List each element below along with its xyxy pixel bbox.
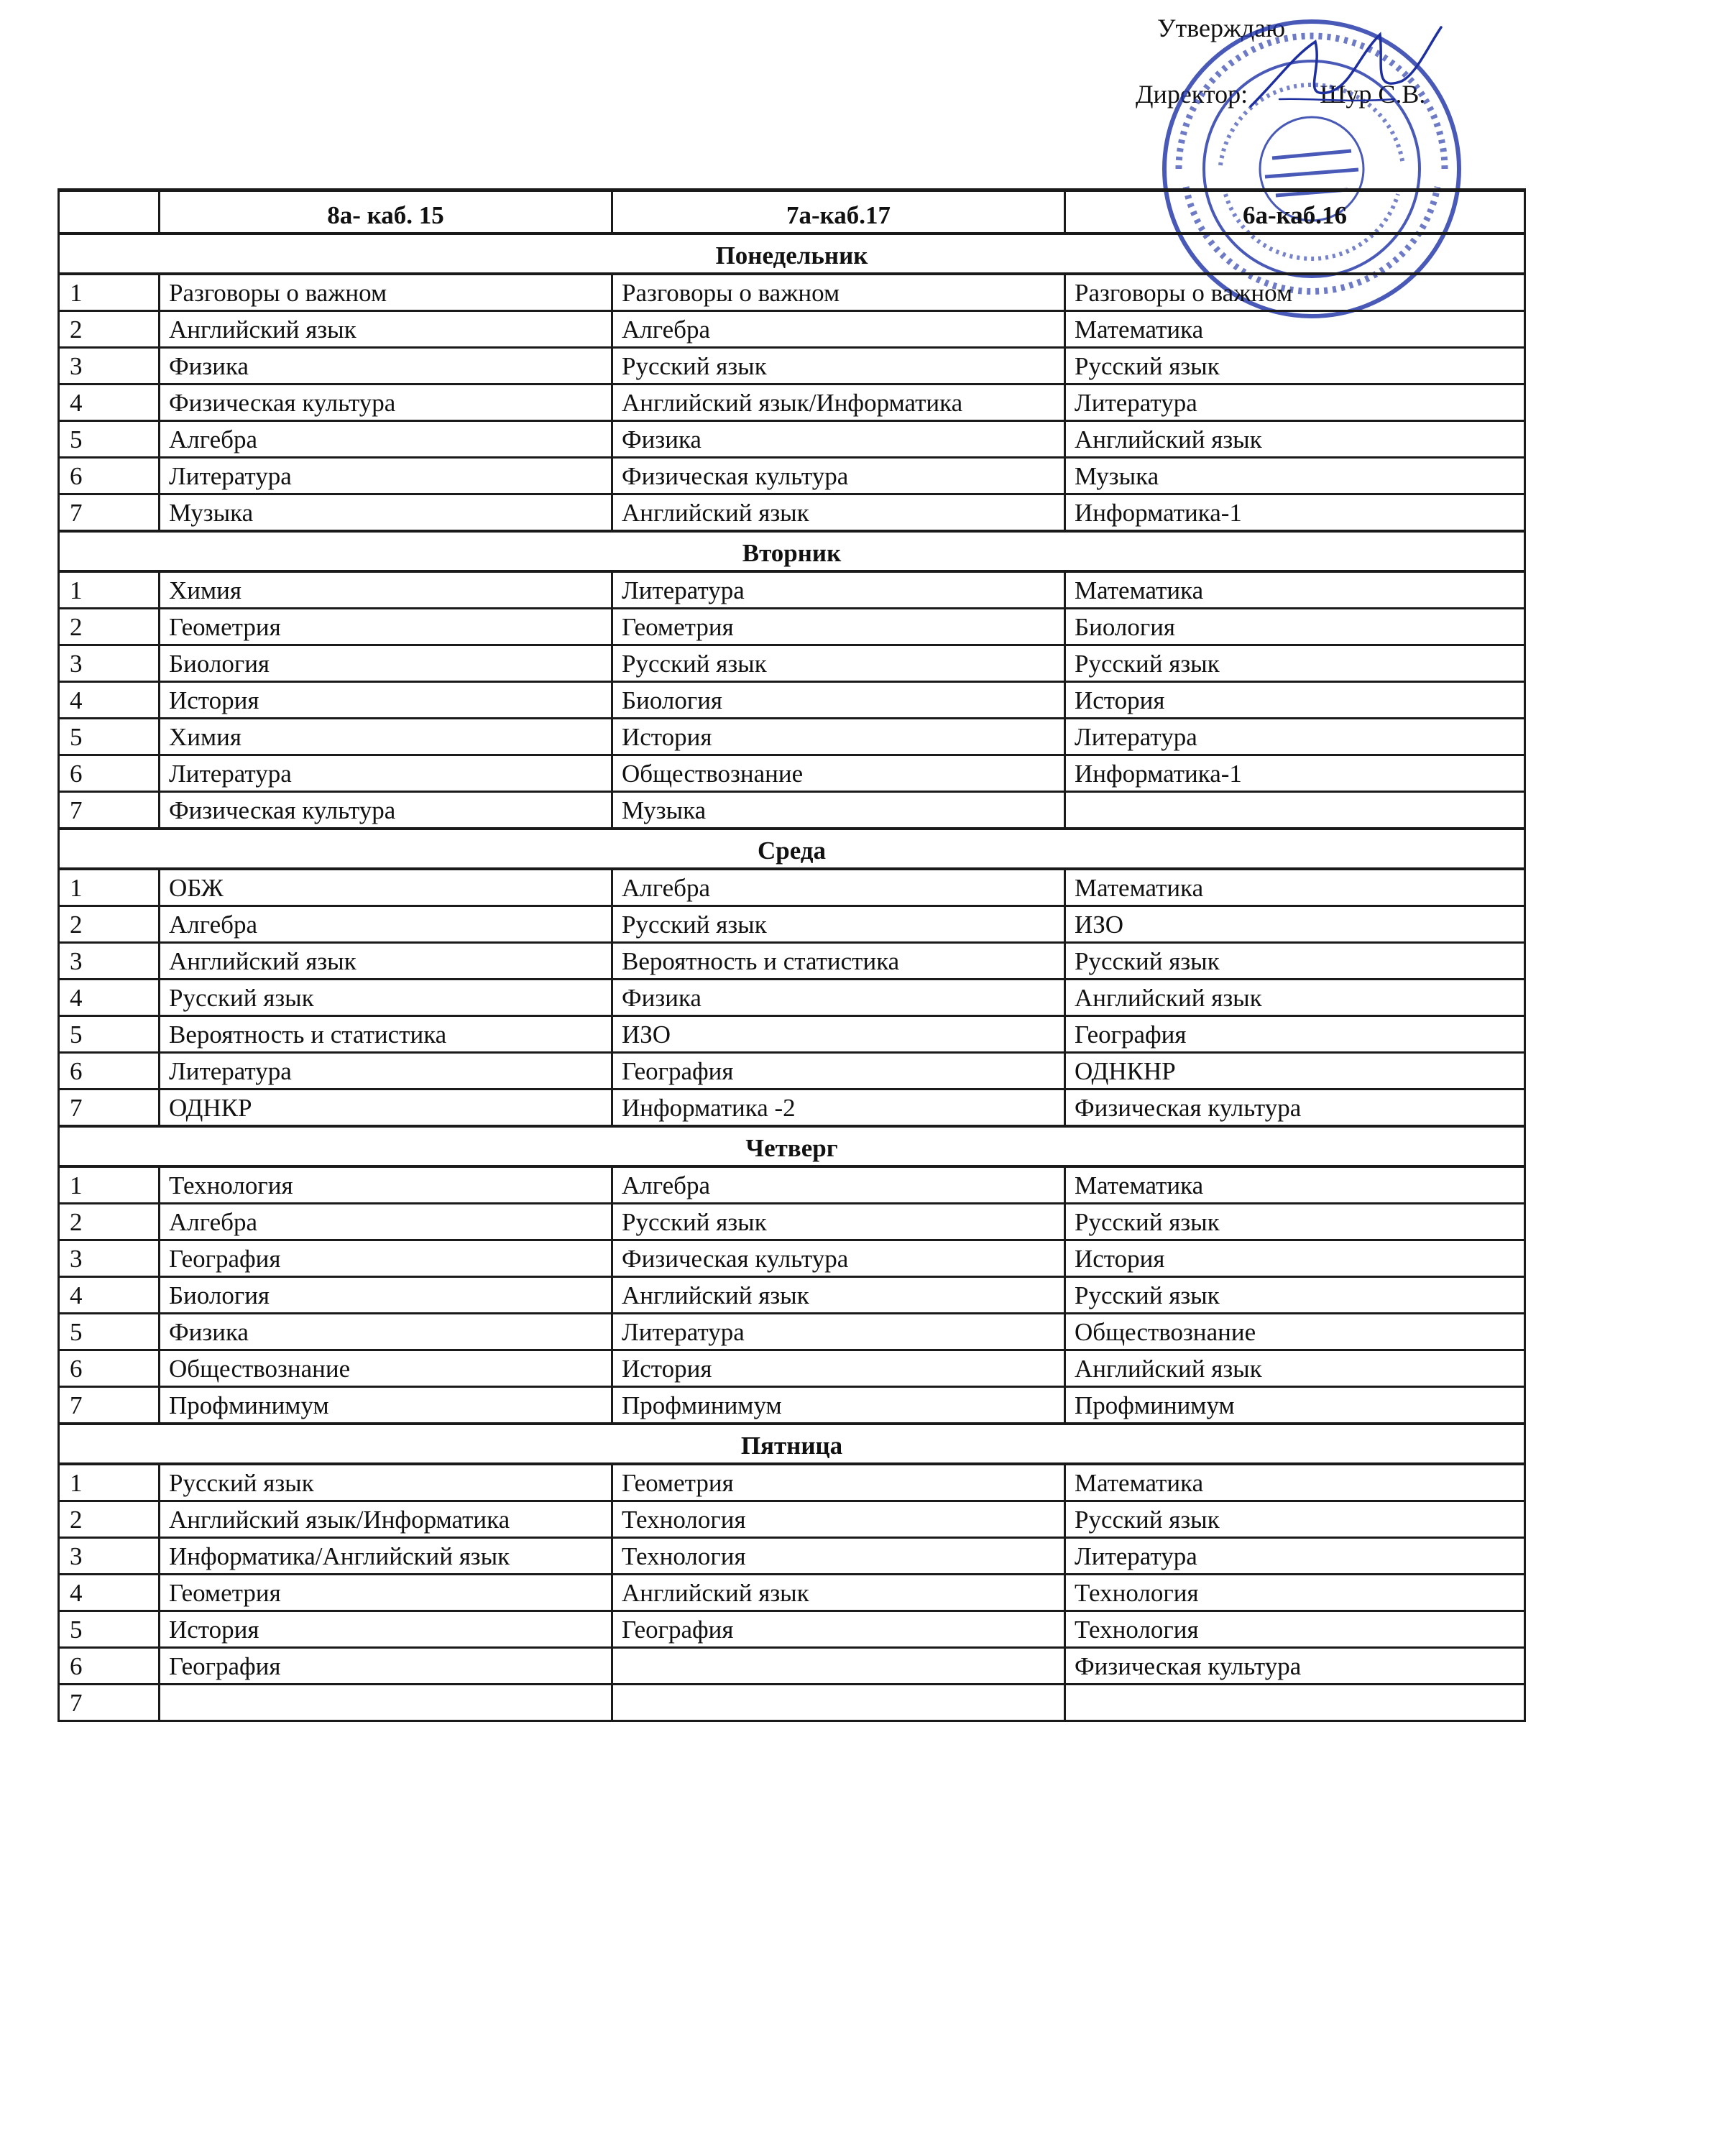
lesson-row (59, 1501, 1525, 1538)
subject-8a: Химия (160, 571, 612, 609)
lesson-number: 2 (59, 1501, 160, 1538)
subject-7a (612, 1648, 1065, 1685)
subject-6a: Технология (1065, 1575, 1525, 1611)
subject-8a: Профминимум (160, 1387, 612, 1424)
lesson-row (59, 274, 1525, 311)
subject-7a: Обществознание (612, 755, 1065, 792)
subject-7a: Алгебра (612, 869, 1065, 906)
header-cell-7a: 7а-каб.17 (612, 190, 1065, 234)
lesson-number: 1 (59, 869, 160, 906)
subject-6a: Разговоры о важном (1065, 274, 1525, 311)
lesson-row (59, 980, 1525, 1016)
subject-6a: Английский язык (1065, 421, 1525, 458)
subject-6a: Информатика-1 (1065, 494, 1525, 532)
subject-6a: Профминимум (1065, 1387, 1525, 1424)
lesson-row (59, 1538, 1525, 1575)
subject-8a: Физическая культура (160, 792, 612, 829)
subject-8a: Технология (160, 1166, 612, 1204)
subject-8a: ОБЖ (160, 869, 612, 906)
lesson-number: 3 (59, 1240, 160, 1277)
subject-6a: Биология (1065, 609, 1525, 645)
director-name: Шур С.В. (1320, 80, 1426, 109)
subject-7a: История (612, 719, 1065, 755)
lesson-row (59, 1016, 1525, 1053)
lesson-number: 4 (59, 682, 160, 719)
subject-8a: Физическая культура (160, 384, 612, 421)
day-header-row (59, 531, 1525, 571)
subject-7a: Английский язык/Информатика (612, 384, 1065, 421)
day-name: Четверг (59, 1126, 1525, 1166)
lesson-row (59, 906, 1525, 943)
lesson-row (59, 1685, 1525, 1721)
subject-6a: Русский язык (1065, 645, 1525, 682)
schedule-body (59, 234, 1525, 1721)
lesson-number: 3 (59, 645, 160, 682)
lesson-row (59, 1240, 1525, 1277)
subject-8a: История (160, 682, 612, 719)
subject-6a: Английский язык (1065, 1350, 1525, 1387)
subject-8a: Литература (160, 755, 612, 792)
lesson-number: 6 (59, 458, 160, 494)
lesson-row (59, 645, 1525, 682)
subject-6a: Физическая культура (1065, 1648, 1525, 1685)
subject-8a: Биология (160, 1277, 612, 1314)
lesson-row (59, 311, 1525, 348)
subject-7a: Физическая культура (612, 458, 1065, 494)
day-name: Понедельник (59, 234, 1525, 274)
subject-8a: Алгебра (160, 906, 612, 943)
lesson-row (59, 755, 1525, 792)
subject-7a: Русский язык (612, 1204, 1065, 1240)
subject-7a: Английский язык (612, 494, 1065, 532)
subject-6a: Математика (1065, 869, 1525, 906)
subject-6a: Русский язык (1065, 1501, 1525, 1538)
header-row (59, 190, 1525, 234)
subject-6a: Литература (1065, 719, 1525, 755)
subject-8a: Алгебра (160, 421, 612, 458)
header-cell-6a: 6а-каб.16 (1065, 190, 1525, 234)
lesson-row (59, 719, 1525, 755)
subject-7a: Информатика -2 (612, 1089, 1065, 1127)
lesson-row (59, 458, 1525, 494)
subject-8a: Русский язык (160, 980, 612, 1016)
subject-7a: ИЗО (612, 1016, 1065, 1053)
subject-8a: Биология (160, 645, 612, 682)
lesson-number: 4 (59, 1277, 160, 1314)
subject-6a: Физическая культура (1065, 1089, 1525, 1127)
subject-7a: Геометрия (612, 1464, 1065, 1501)
header-cell-8a: 8а- каб. 15 (160, 190, 612, 234)
subject-7a: Музыка (612, 792, 1065, 829)
subject-7a: География (612, 1053, 1065, 1089)
subject-7a: Русский язык (612, 348, 1065, 384)
subject-8a: Химия (160, 719, 612, 755)
subject-6a: Русский язык (1065, 1204, 1525, 1240)
lesson-row (59, 792, 1525, 829)
lesson-number: 4 (59, 980, 160, 1016)
subject-6a: Технология (1065, 1611, 1525, 1648)
subject-8a: История (160, 1611, 612, 1648)
subject-6a (1065, 1685, 1525, 1721)
lesson-number: 7 (59, 494, 160, 532)
subject-7a: Физическая культура (612, 1240, 1065, 1277)
subject-7a: Вероятность и статистика (612, 943, 1065, 980)
lesson-number: 4 (59, 384, 160, 421)
subject-8a: Физика (160, 1314, 612, 1350)
subject-6a: История (1065, 1240, 1525, 1277)
lesson-number: 7 (59, 1387, 160, 1424)
lesson-number: 2 (59, 1204, 160, 1240)
subject-7a: История (612, 1350, 1065, 1387)
subject-8a: Английский язык/Информатика (160, 1501, 612, 1538)
day-header-row (59, 1126, 1525, 1166)
lesson-row (59, 609, 1525, 645)
lesson-number: 6 (59, 1350, 160, 1387)
subject-8a: Литература (160, 1053, 612, 1089)
lesson-number: 1 (59, 1166, 160, 1204)
subject-7a: Технология (612, 1501, 1065, 1538)
subject-7a: Геометрия (612, 609, 1065, 645)
subject-6a: Русский язык (1065, 348, 1525, 384)
lesson-row (59, 1611, 1525, 1648)
lesson-row (59, 1089, 1525, 1127)
subject-8a: Информатика/Английский язык (160, 1538, 612, 1575)
lesson-row (59, 494, 1525, 532)
subject-6a: Русский язык (1065, 943, 1525, 980)
subject-7a: Разговоры о важном (612, 274, 1065, 311)
lesson-number: 3 (59, 943, 160, 980)
lesson-row (59, 1053, 1525, 1089)
lesson-number: 3 (59, 1538, 160, 1575)
lesson-row (59, 1204, 1525, 1240)
subject-6a: История (1065, 682, 1525, 719)
subject-6a: Математика (1065, 1464, 1525, 1501)
lesson-row (59, 1314, 1525, 1350)
lesson-number: 5 (59, 1611, 160, 1648)
subject-7a: Физика (612, 980, 1065, 1016)
lesson-number: 6 (59, 755, 160, 792)
day-name: Вторник (59, 531, 1525, 571)
subject-7a: Английский язык (612, 1575, 1065, 1611)
subject-6a: Английский язык (1065, 980, 1525, 1016)
subject-7a: Профминимум (612, 1387, 1065, 1424)
lesson-row (59, 869, 1525, 906)
subject-6a: Обществознание (1065, 1314, 1525, 1350)
subject-6a: Музыка (1065, 458, 1525, 494)
subject-7a: Русский язык (612, 906, 1065, 943)
subject-8a: Разговоры о важном (160, 274, 612, 311)
lesson-number: 5 (59, 1016, 160, 1053)
subject-8a: Геометрия (160, 609, 612, 645)
lesson-row (59, 384, 1525, 421)
subject-7a (612, 1685, 1065, 1721)
director-label: Директор: (1136, 80, 1248, 109)
lesson-row (59, 421, 1525, 458)
lesson-number: 1 (59, 571, 160, 609)
subject-6a: География (1065, 1016, 1525, 1053)
lesson-row (59, 1575, 1525, 1611)
subject-8a: Русский язык (160, 1464, 612, 1501)
subject-8a: Английский язык (160, 311, 612, 348)
approve-label: Утверждаю (1157, 14, 1286, 42)
subject-6a: Русский язык (1065, 1277, 1525, 1314)
subject-7a: География (612, 1611, 1065, 1648)
lesson-row (59, 682, 1525, 719)
subject-6a: Математика (1065, 1166, 1525, 1204)
lesson-number: 5 (59, 1314, 160, 1350)
subject-6a: ИЗО (1065, 906, 1525, 943)
lesson-number: 7 (59, 1685, 160, 1721)
subject-6a: Литература (1065, 384, 1525, 421)
subject-8a: Английский язык (160, 943, 612, 980)
lesson-row (59, 571, 1525, 609)
lesson-number: 4 (59, 1575, 160, 1611)
lesson-number: 3 (59, 348, 160, 384)
schedule-table (58, 188, 1526, 1722)
lesson-number: 7 (59, 792, 160, 829)
day-header-row (59, 1424, 1525, 1464)
subject-6a (1065, 792, 1525, 829)
lesson-row (59, 1277, 1525, 1314)
day-name: Пятница (59, 1424, 1525, 1464)
handwritten-signature-icon (1236, 13, 1452, 128)
lesson-number: 7 (59, 1089, 160, 1127)
subject-8a: Физика (160, 348, 612, 384)
lesson-row (59, 1166, 1525, 1204)
subject-6a: Литература (1065, 1538, 1525, 1575)
subject-8a: ОДНКР (160, 1089, 612, 1127)
lesson-row (59, 1648, 1525, 1685)
lesson-row (59, 348, 1525, 384)
lesson-number: 6 (59, 1053, 160, 1089)
subject-8a (160, 1685, 612, 1721)
subject-8a: География (160, 1648, 612, 1685)
subject-7a: Технология (612, 1538, 1065, 1575)
subject-8a: Вероятность и статистика (160, 1016, 612, 1053)
header-cell-number (59, 190, 160, 234)
subject-8a: Литература (160, 458, 612, 494)
lesson-row (59, 1387, 1525, 1424)
lesson-row (59, 943, 1525, 980)
subject-6a: Математика (1065, 311, 1525, 348)
subject-8a: Алгебра (160, 1204, 612, 1240)
subject-7a: Алгебра (612, 311, 1065, 348)
subject-7a: Биология (612, 682, 1065, 719)
subject-6a: Информатика-1 (1065, 755, 1525, 792)
subject-7a: Литература (612, 571, 1065, 609)
lesson-number: 1 (59, 1464, 160, 1501)
lesson-number: 2 (59, 311, 160, 348)
subject-8a: География (160, 1240, 612, 1277)
subject-6a: Математика (1065, 571, 1525, 609)
lesson-number: 2 (59, 906, 160, 943)
lesson-row (59, 1464, 1525, 1501)
subject-8a: Обществознание (160, 1350, 612, 1387)
subject-7a: Алгебра (612, 1166, 1065, 1204)
subject-6a: ОДНКНР (1065, 1053, 1525, 1089)
subject-8a: Геометрия (160, 1575, 612, 1611)
lesson-number: 1 (59, 274, 160, 311)
subject-7a: Русский язык (612, 645, 1065, 682)
lesson-number: 6 (59, 1648, 160, 1685)
day-header-row (59, 829, 1525, 869)
subject-8a: Музыка (160, 494, 612, 532)
lesson-number: 5 (59, 421, 160, 458)
subject-7a: Английский язык (612, 1277, 1065, 1314)
day-name: Среда (59, 829, 1525, 869)
lesson-number: 5 (59, 719, 160, 755)
lesson-row (59, 1350, 1525, 1387)
subject-7a: Физика (612, 421, 1065, 458)
day-header-row (59, 234, 1525, 274)
subject-7a: Литература (612, 1314, 1065, 1350)
lesson-number: 2 (59, 609, 160, 645)
